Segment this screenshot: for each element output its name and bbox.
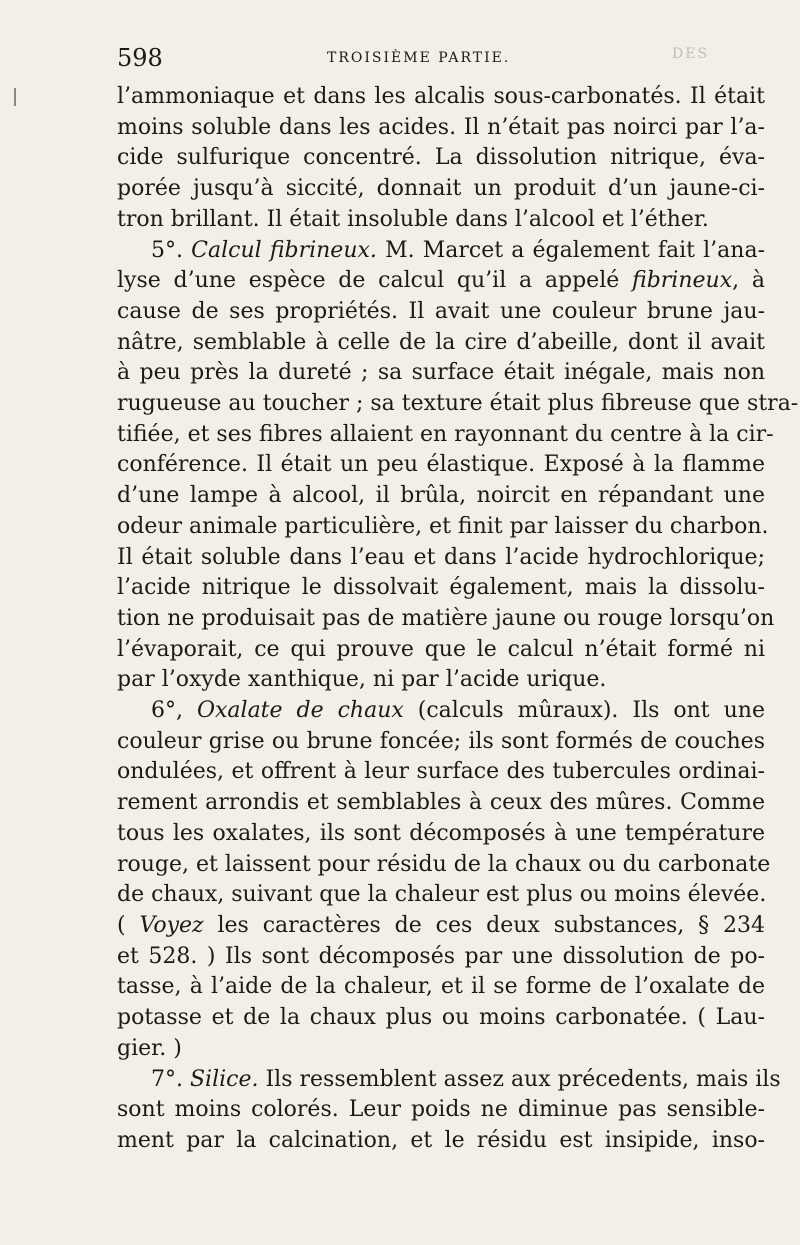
page-number: 598 [117, 44, 163, 72]
italic-term: Silice. [189, 1066, 259, 1092]
text-line: 5°. Calcul fibrineux. M. Marcet a également fait l’ana- [151, 237, 766, 263]
text-line: nâtre, semblable à celle de la cire d’abeille, dont il avait [117, 329, 765, 355]
page-header [117, 44, 772, 72]
bleed-through-text: DES [672, 46, 710, 62]
text-line: d’une lampe à alcool, il brûla, noircit en répandant une [117, 483, 765, 509]
text-line: de chaux, suivant que la chaleur est plus ou moins élevée. [117, 882, 767, 908]
text-line: rouge, et laissent pour résidu de la chaux ou du carbonate [117, 851, 771, 877]
text-line: tous les oxalates, ils sont décomposés à une température [117, 820, 765, 846]
text-line: par l’oxyde xanthique, ni par l’acide urique. [117, 667, 607, 693]
text-line: ondulées, et offrent à leur surface des tubercules ordinai- [117, 759, 765, 785]
text-line: lyse d’une espèce de calcul qu’il a appelé fibrineux, à [117, 268, 765, 294]
text-line: gier. ) [117, 1035, 182, 1061]
text-line: rement arrondis et semblables à ceux des mûres. Comme [117, 790, 765, 816]
text-line: cide sulfurique concentré. La dissolution nitrique, éva- [117, 145, 765, 171]
text-line: ment par la calcination, et le résidu est insipide, inso- [117, 1127, 765, 1153]
margin-mark [14, 88, 16, 106]
text-line: rugueuse au toucher ; sa texture était plus fibreuse que stra- [117, 391, 799, 417]
text-line: sont moins colorés. Leur poids ne diminue pas sensible- [117, 1097, 765, 1123]
body-text [117, 82, 799, 1157]
text-line: Il était soluble dans l’eau et dans l’acide hydrochlorique; [117, 544, 765, 570]
text-line: couleur grise ou brune foncée; ils sont formés de couches [117, 728, 765, 754]
text-line: potasse et de la chaux plus ou moins carbonatée. ( Lau- [117, 1005, 765, 1031]
italic-term: Oxalate de chaux [196, 698, 404, 724]
text-line: porée jusqu’à siccité, donnait un produit d’un jaune-ci- [117, 176, 765, 202]
text-line: tasse, à l’aide de la chaleur, et il se forme de l’oxalate de [117, 974, 765, 1000]
text-line: l’ammoniaque et dans les alcalis sous-carbonatés. Il était [117, 84, 765, 109]
text-line: tion ne produisait pas de matière jaune ou rouge lorsqu’on [117, 605, 775, 631]
text-line: tron brillant. Il était insoluble dans l’alcool et l’éther. [117, 206, 709, 232]
text-line: l’acide nitrique le dissolvait également, mais la dissolu- [117, 575, 765, 601]
text-line: moins soluble dans les acides. Il n’était pas noirci par l’a- [117, 114, 765, 140]
text-line: ( Voyez les caractères de ces deux substances, § 234 [117, 912, 766, 938]
italic-term: Calcul fibrineux. [191, 237, 377, 263]
text-line: tifiée, et ses fibres allaient en rayonnant du centre à la cir- [117, 421, 774, 447]
text-line: l’évaporait, ce qui prouve que le calcul n’était formé ni [117, 636, 765, 662]
text-line: conférence. Il était un peu élastique. Exposé à la flamme [117, 452, 765, 478]
text-line: à peu près la dureté ; sa surface était inégale, mais non [117, 360, 765, 386]
text-line: 6°, Oxalate de chaux (calculs mûraux). Ils ont une [151, 698, 765, 724]
running-head: TROISIÈME PARTIE. [327, 50, 511, 66]
text-line: et 528. ) Ils sont décomposés par une dissolution de po- [117, 943, 765, 969]
italic-term: Voyez [139, 912, 204, 938]
text-line: odeur animale particulière, et finit par laisser du charbon. [117, 513, 769, 539]
text-line: cause de ses propriétés. Il avait une couleur brune jau- [117, 298, 765, 324]
text-line: 7°. Silice. Ils ressemblent assez aux précedents, mais ils [151, 1066, 781, 1092]
italic-term: fibrineux [632, 268, 733, 294]
